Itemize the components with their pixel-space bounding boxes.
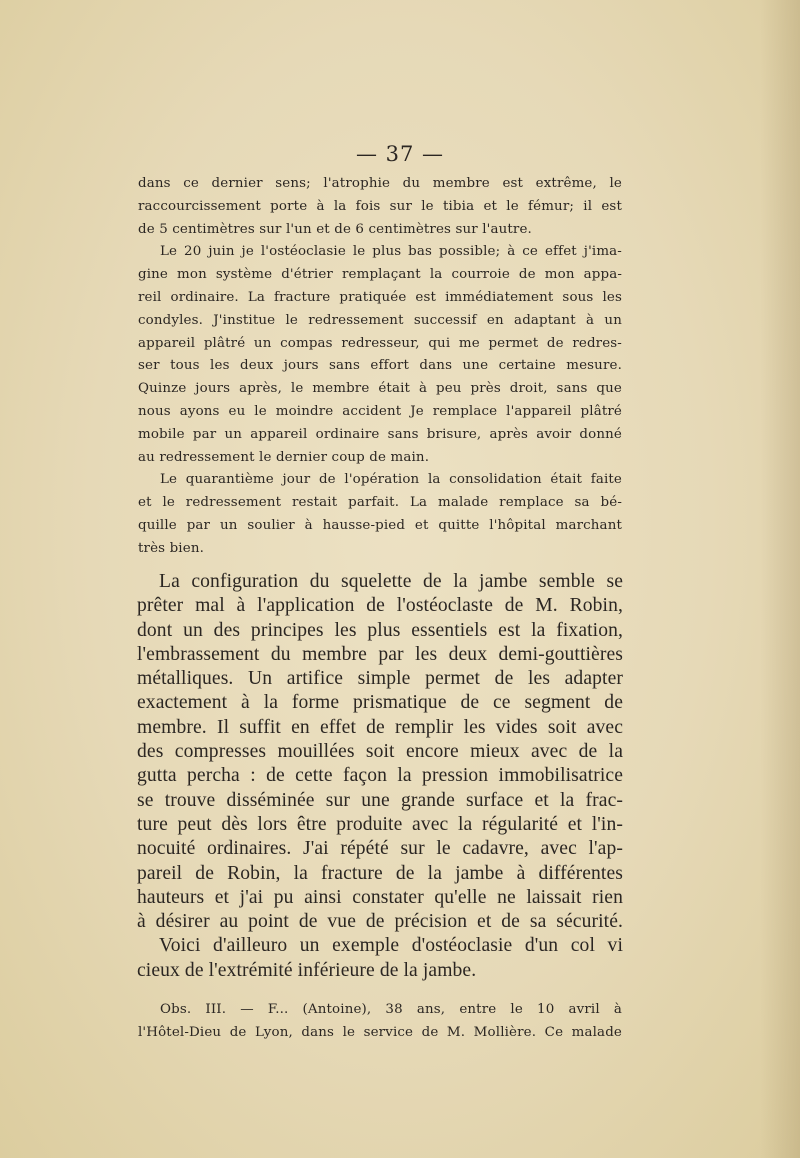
text-line: prêter mal à l'application de l'ostéoclaste de M. Robin, bbox=[137, 595, 623, 617]
text-line: et le redressement restait parfait. La malade remplace sa bé- bbox=[138, 495, 622, 511]
text-line: gutta percha : de cette façon la pression immobilisatrice bbox=[137, 765, 623, 787]
text-line: reil ordinaire. La fracture pratiquée est immédiatement sous les bbox=[138, 289, 622, 305]
text-line: se trouve disséminée sur une grande surface et la frac- bbox=[137, 789, 623, 811]
text-block-small-1 bbox=[138, 173, 622, 561]
text-line: ser tous les deux jours sans effort dans une certaine mesure. bbox=[138, 358, 622, 374]
text-line: ture peut dès lors être produite avec la régularité et l'in- bbox=[137, 813, 623, 835]
text-line: hauteurs et j'ai pu ainsi constater qu'elle ne laissait rien bbox=[137, 886, 623, 908]
text-block-small-2 bbox=[138, 999, 622, 1045]
text-line: Voici d'ailleuro un exemple d'ostéoclasie d'un col vi bbox=[159, 935, 623, 957]
text-line: nous ayons eu le moindre accident Je remplace l'appareil plâtré bbox=[138, 403, 622, 419]
text-line: au redressement le dernier coup de main. bbox=[138, 449, 430, 465]
text-line: cieux de l'extrémité inférieure de la jambe. bbox=[137, 959, 477, 981]
text-line: l'Hôtel-Dieu de Lyon, dans le service de M. Mollière. Ce malade bbox=[138, 1024, 622, 1040]
text-line: de 5 centimètres sur l'un et de 6 centimètres sur l'autre. bbox=[138, 221, 532, 237]
text-line: pareil de Robin, la fracture de la jambe à différentes bbox=[137, 862, 623, 884]
text-line: nocuité ordinaires. J'ai répété sur le cadavre, avec l'ap- bbox=[137, 838, 623, 860]
text-line: Quinze jours après, le membre était à peu près droit, sans que bbox=[138, 381, 622, 397]
text-line: mobile par un appareil ordinaire sans brisure, après avoir donné bbox=[138, 426, 622, 442]
text-line: Le quarantième jour de l'opération la consolidation était faite bbox=[160, 472, 622, 488]
text-line: à désirer au point de vue de précision et de sa sécurité. bbox=[137, 911, 623, 933]
text-block-large bbox=[137, 570, 623, 983]
text-line: Obs. III. — F... (Antoine), 38 ans, entre le 10 avril à bbox=[160, 1002, 622, 1017]
text-line: très bien. bbox=[138, 540, 204, 556]
page-edge-shadow bbox=[760, 0, 800, 1158]
text-line: raccourcissement porte à la fois sur le tibia et le fémur; il est bbox=[138, 198, 622, 214]
text-line: l'embrassement du membre par les deux demi-gouttières bbox=[137, 643, 623, 665]
text-line: La configuration du squelette de la jambe semble se bbox=[159, 571, 623, 592]
text-line: exactement à la forme prismatique de ce segment de bbox=[137, 692, 623, 714]
text-line: des compresses mouillées soit encore mieux avec de la bbox=[137, 741, 623, 763]
text-line: dont un des principes les plus essentiels est la fixation, bbox=[137, 619, 623, 641]
text-line: métalliques. Un artifice simple permet de les adapter bbox=[137, 668, 623, 690]
text-line: membre. Il suffit en effet de remplir les vides soit avec bbox=[137, 716, 623, 738]
page-number: — 37 — bbox=[355, 142, 445, 166]
text-line: dans ce dernier sens; l'atrophie du membre est extrême, le bbox=[138, 176, 622, 191]
text-line: gine mon système d'étrier remplaçant la courroie de mon appa- bbox=[138, 267, 622, 283]
text-line: appareil plâtré un compas redresseur, qui me permet de redres- bbox=[138, 335, 622, 351]
text-line: Le 20 juin je l'ostéoclasie le plus bas possible; à ce effet j'ima- bbox=[160, 244, 622, 260]
text-line: condyles. J'institue le redressement successif en adaptant à un bbox=[138, 312, 622, 328]
text-line: quille par un soulier à hausse-pied et quitte l'hôpital marchant bbox=[138, 517, 622, 533]
